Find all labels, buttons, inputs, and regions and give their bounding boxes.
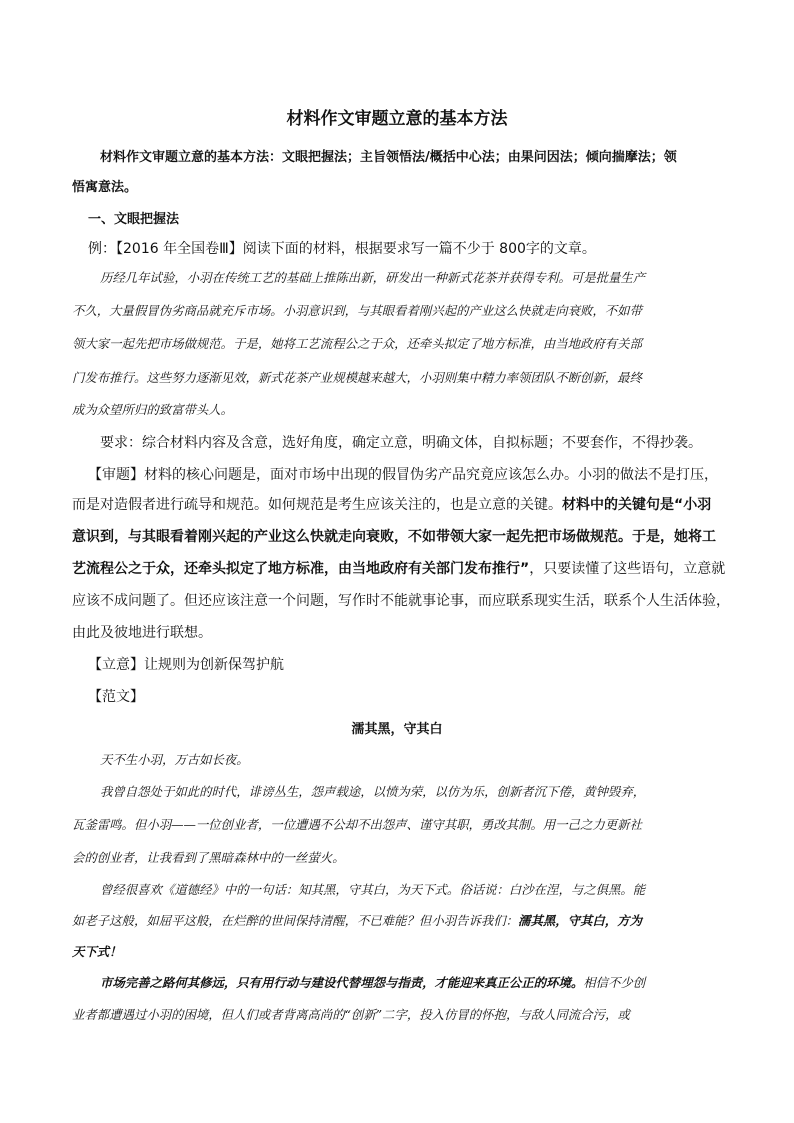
essay-p4-bold: 市场完善之路何其修远，只有用行动与建设代替埋怨与指责，才能迎来真正公正的环境。: [100, 975, 584, 990]
material-line-2: 不久，大量假冒伪劣商品就充斥市场。小羽意识到，与其眼看着刚兴起的产业这么快就走向衰败，不如带: [72, 303, 642, 318]
essay-paragraph-1: 天不生小羽，万古如长夜。: [100, 752, 249, 767]
essay-p4-line-1: [100, 973, 645, 991]
analysis-line-2-text: 而是对造假者进行疏导和规范。如何规范是考生应该关注的，也是立意的关键。: [72, 497, 562, 513]
document-title: 材料作文审题立意的基本方法: [286, 109, 508, 129]
requirement-line: 要求：综合材料内容及含意，选好角度，确定立意，明确文体，自拟标题；不要套作，不得抄袭。: [100, 435, 702, 451]
example-line: 例：【2016 年全国卷Ⅲ】阅读下面的材料，根据要求写一篇不少于 800字的文章。: [88, 241, 596, 257]
sample-label: 【范文】: [88, 689, 144, 705]
essay-p4-line-2: 业者都遭遇过小羽的困境，但人们或者背离高尚的“创新”二字，投入仿冒的怀抱，与敌人同流合污，或: [72, 1007, 630, 1022]
essay-p2-line-3: 会的创业者，让我看到了黑暗森林中的一丝萤火。: [72, 850, 345, 865]
analysis-line-4-text: ，只要读懂了这些语句，立意就: [529, 561, 726, 577]
essay-title: 濡其黑，守其白: [351, 722, 443, 737]
essay-p2-line-2: 瓦釜雷鸣。但小羽——一位创业者，一位遭遇不公却不出怨声、谨守其职，勇改其制。用一己之力更新社: [72, 817, 642, 832]
essay-p2-line-1: 我曾自怨处于如此的时代，诽谤丛生，怨声载途，以愤为荣，以仿为乐，创新者沉下倦，黄钟毁弃，: [100, 784, 646, 799]
essay-p3-bold: 濡其黑，守其白，方为: [518, 913, 642, 928]
analysis-line-1: 【审题】材料的核心问题是，面对市场中出现的假冒伪劣产品究竟应该怎么办。小羽的做法不是打压，: [88, 467, 718, 483]
material-line-3: 领大家一起先把市场做规范。于是，她将工艺流程公之于众，还牵头拟定了地方标准，由当地政府有关部: [72, 336, 642, 351]
essay-p3-line-2-text: 如老子这般，如屈平这般，在烂醉的世间保持清醒，不已难能？但小羽告诉我们：: [72, 913, 519, 928]
analysis-line-2: [72, 494, 711, 514]
essay-p3-line-2: [72, 911, 642, 929]
analysis-key-sentence-end: 艺流程公之于众，还牵头拟定了地方标准，由当地政府有关部门发布推行”: [72, 561, 530, 577]
analysis-line-5: 应该不成问题了。但还应该注意一个问题，写作时不能就事论事，而应联系现实生活，联系个人生活体验，: [72, 593, 730, 609]
thesis-line: 【立意】让规则为创新保驾护航: [88, 657, 284, 673]
essay-p3-line-1: 曾经很喜欢《道德经》中的一句话：知其黑，守其白，为天下式。俗话说：白沙在涅，与之俱黑。能: [100, 882, 646, 897]
analysis-line-6: 由此及彼地进行联想。: [72, 625, 212, 641]
intro-line-1: 材料作文审题立意的基本方法：文眼把握法；主旨领悟法/概括中心法；由果问因法；倾向揣摩法；领: [100, 150, 677, 165]
essay-p4-line-1-text: 相信不少创: [583, 975, 646, 990]
analysis-line-3: 意识到，与其眼看着刚兴起的产业这么快就走向衰败，不如带领大家一起先把市场做规范。于是，她将工: [72, 529, 716, 545]
material-line-5: 成为众望所归的致富带头人。: [72, 402, 234, 417]
analysis-line-4: [72, 558, 725, 578]
material-line-1: 历经几年试验，小羽在传统工艺的基础上推陈出新，研发出一种新式花茶并获得专利。可是批量生产: [100, 270, 646, 285]
intro-line-2: 悟寓意法。: [72, 180, 138, 195]
section-heading: 一、文眼把握法: [88, 212, 180, 227]
analysis-key-sentence-start: 材料中的关键句是“小羽: [562, 497, 712, 513]
essay-p3-line-3: 天下式！: [72, 944, 122, 959]
material-line-4: 门发布推行。这些努力逐渐见效，新式花茶产业规模越来越大，小羽则集中精力率领团队不断创新，最终: [72, 370, 642, 385]
